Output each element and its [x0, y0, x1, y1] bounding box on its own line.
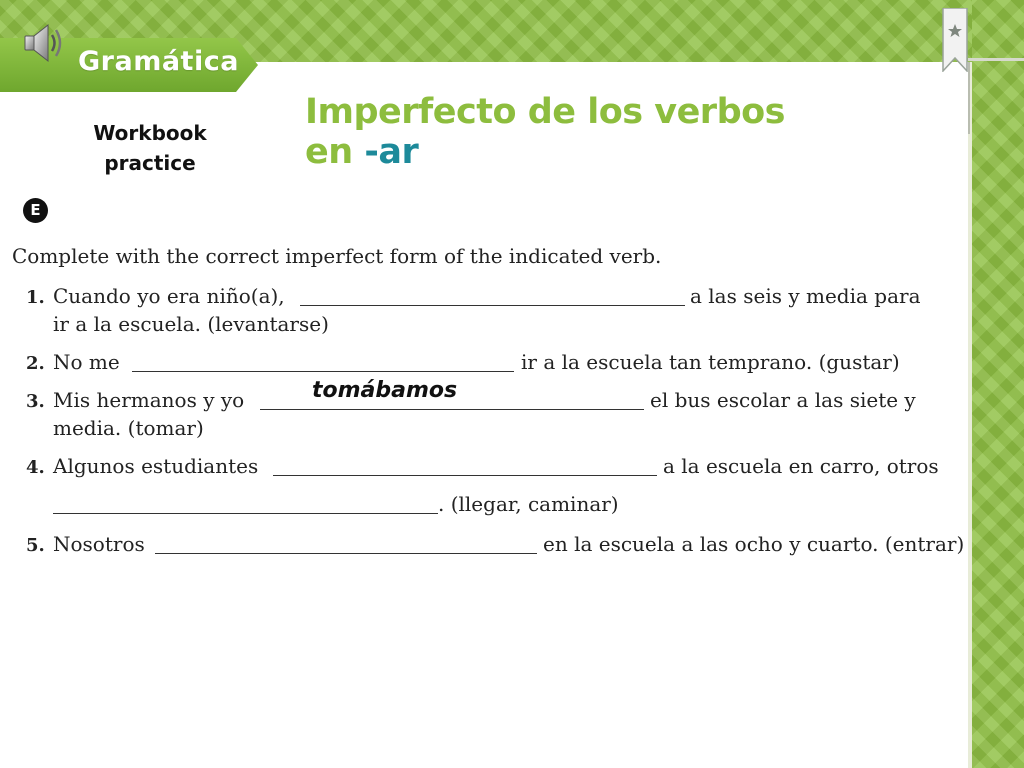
title-line2 — [305, 132, 785, 172]
page-edge — [968, 62, 972, 768]
item-number: 1. — [26, 287, 45, 308]
filled-answer: tomábamos — [312, 378, 458, 403]
item-text-before: Cuando yo era niño(a), — [53, 284, 285, 308]
page-corner-line — [968, 58, 1024, 61]
answer-blank[interactable] — [300, 286, 685, 306]
item-text-after: ir a la escuela tan temprano. (gustar) — [521, 350, 900, 374]
workbook-note — [84, 118, 216, 178]
item-text-before: Nosotros — [53, 532, 145, 556]
workbook-note-line1: Workbook — [93, 121, 207, 145]
item-text-after: en la escuela a las ocho y cuarto. (entrar) — [543, 532, 965, 556]
title-accent: -ar — [364, 132, 419, 172]
item-text-line2: media. (tomar) — [53, 416, 204, 440]
item-text-before: No me — [53, 350, 120, 374]
page-title — [305, 92, 785, 172]
item-text-before: Mis hermanos y yo — [53, 388, 245, 412]
item-number: 2. — [26, 353, 45, 374]
bookmark-icon[interactable] — [942, 8, 968, 72]
right-frame-band — [972, 0, 1024, 768]
item-number: 3. — [26, 391, 45, 412]
item-text-after: el bus escolar a las siete y — [650, 388, 916, 412]
item-number: 5. — [26, 535, 45, 556]
page-corner-vline — [968, 62, 970, 134]
exercise-badge: E — [23, 198, 48, 223]
item-text-after: a las seis y media para — [690, 284, 921, 308]
item-text-before: Algunos estudiantes — [53, 454, 259, 478]
item-text-line2: . (llegar, caminar) — [438, 492, 619, 516]
speaker-icon[interactable] — [22, 20, 64, 66]
section-label: Gramática — [78, 46, 239, 77]
item-number: 4. — [26, 457, 45, 478]
item-text-line2: ir a la escuela. (levantarse) — [53, 312, 329, 336]
answer-blank[interactable] — [132, 352, 514, 372]
title-line1: Imperfecto de los verbos — [305, 92, 785, 132]
item-text-after: a la escuela en carro, otros — [663, 454, 939, 478]
answer-blank[interactable] — [273, 456, 657, 476]
answer-blank[interactable] — [155, 534, 537, 554]
title-line2-prefix: en — [305, 132, 365, 172]
answer-blank[interactable] — [53, 494, 438, 514]
workbook-note-line2: practice — [104, 151, 196, 175]
exercise-instructions: Complete with the correct imperfect form of the indicated verb. — [12, 244, 662, 268]
